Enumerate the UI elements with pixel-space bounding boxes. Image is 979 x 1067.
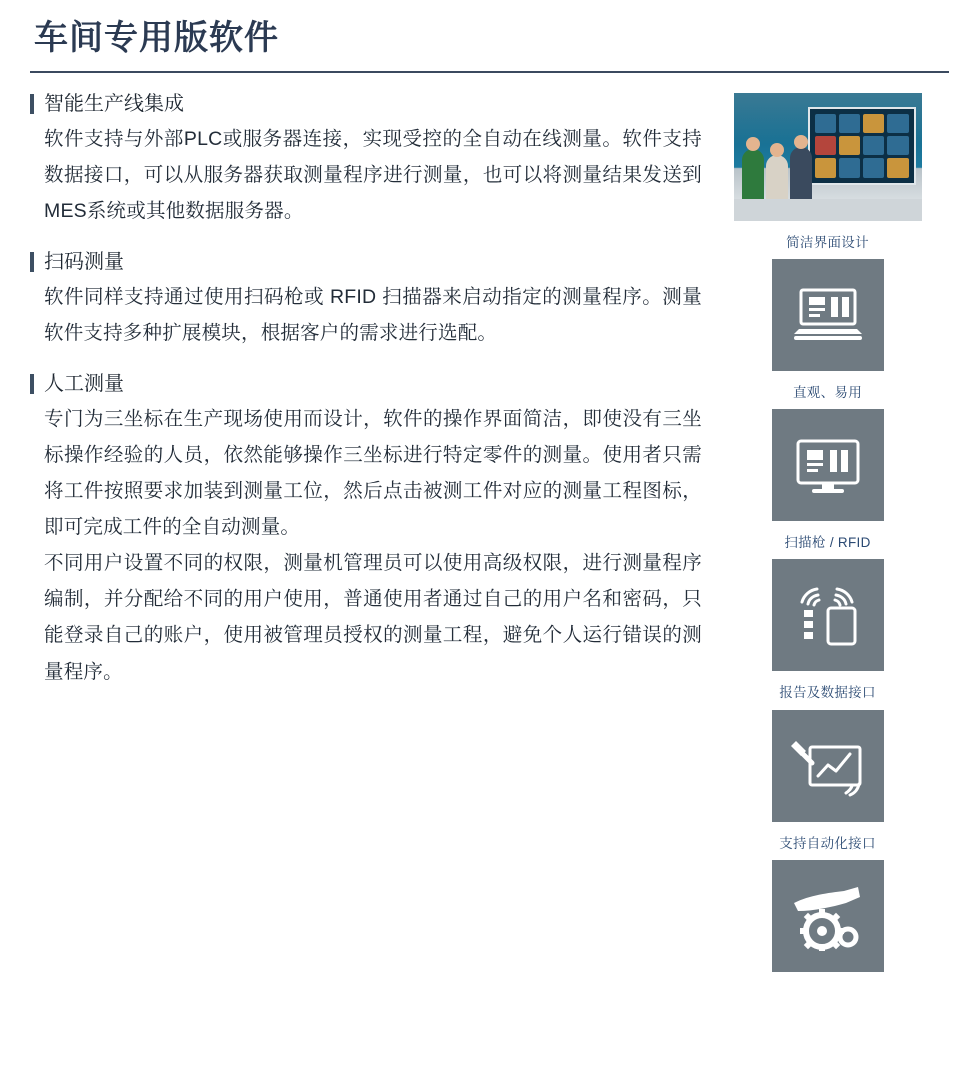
accent-bar-icon xyxy=(30,94,34,114)
image-column xyxy=(720,93,935,972)
feature-item-scanner-rfid xyxy=(772,521,884,671)
section-header xyxy=(30,251,702,273)
laptop-icon xyxy=(772,259,884,371)
feature-caption: 支持自动化接口 xyxy=(779,835,876,851)
content-area xyxy=(30,93,949,972)
monitor-icon xyxy=(772,409,884,521)
section-production-line xyxy=(30,93,702,229)
feature-item-report-interface xyxy=(772,671,884,821)
section-paragraph: 不同用户设置不同的权限，测量机管理员可以使用高级权限，进行测量程序编制，并分配给不同的用户使用，普通使用者通过自己的用户名和密码，只能登录自己的账户，使用被管理员授权的测量工程，避免个人运行错误的测量程序。 xyxy=(44,552,702,683)
section-title: 扫码测量 xyxy=(44,250,124,273)
page-title: 车间专用版软件 xyxy=(34,19,279,57)
feature-item-ui-design xyxy=(772,221,884,371)
accent-bar-icon xyxy=(30,252,34,272)
feature-caption: 直观、易用 xyxy=(793,384,862,400)
section-manual-measure xyxy=(30,373,702,690)
feature-item-automation xyxy=(772,822,884,972)
accent-bar-icon xyxy=(30,374,34,394)
section-title: 智能生产线集成 xyxy=(44,92,184,115)
people-figures-icon xyxy=(740,131,826,205)
automation-gear-icon xyxy=(772,860,884,972)
feature-caption: 报告及数据接口 xyxy=(779,685,876,701)
section-barcode-measure xyxy=(30,251,702,351)
rfid-scanner-icon xyxy=(772,559,884,671)
text-column xyxy=(30,93,702,712)
report-chart-icon xyxy=(772,710,884,822)
section-paragraph: 专门为三坐标在生产现场使用而设计，软件的操作界面简洁，即使没有三坐标操作经验的人员，依然能够操作三坐标进行特定零件的测量。使用者只需将工件按照要求加装到测量工位，然后点击被测工件对应的测量工程图标，即可完成工件的全自动测量。 xyxy=(44,408,702,539)
section-header xyxy=(30,373,702,395)
meeting-photo xyxy=(734,93,922,221)
feature-caption: 简洁界面设计 xyxy=(786,234,869,250)
section-paragraph: 软件支持与外部PLC或服务器连接，实现受控的全自动在线测量。软件支持数据接口，可以从服务器获取测量程序进行测量，也可以将测量结果发送到MES系统或其他数据服务器。 xyxy=(44,127,702,222)
section-paragraph: 软件同样支持通过使用扫码枪或 RFID 扫描器来启动指定的测量程序。测量软件支持多种扩展模块，根据客户的需求进行选配。 xyxy=(44,285,702,345)
feature-item-intuitive xyxy=(772,371,884,521)
section-header xyxy=(30,93,702,115)
section-title: 人工测量 xyxy=(44,373,124,396)
title-divider xyxy=(30,71,949,73)
feature-caption: 扫描枪 / RFID xyxy=(784,535,871,551)
